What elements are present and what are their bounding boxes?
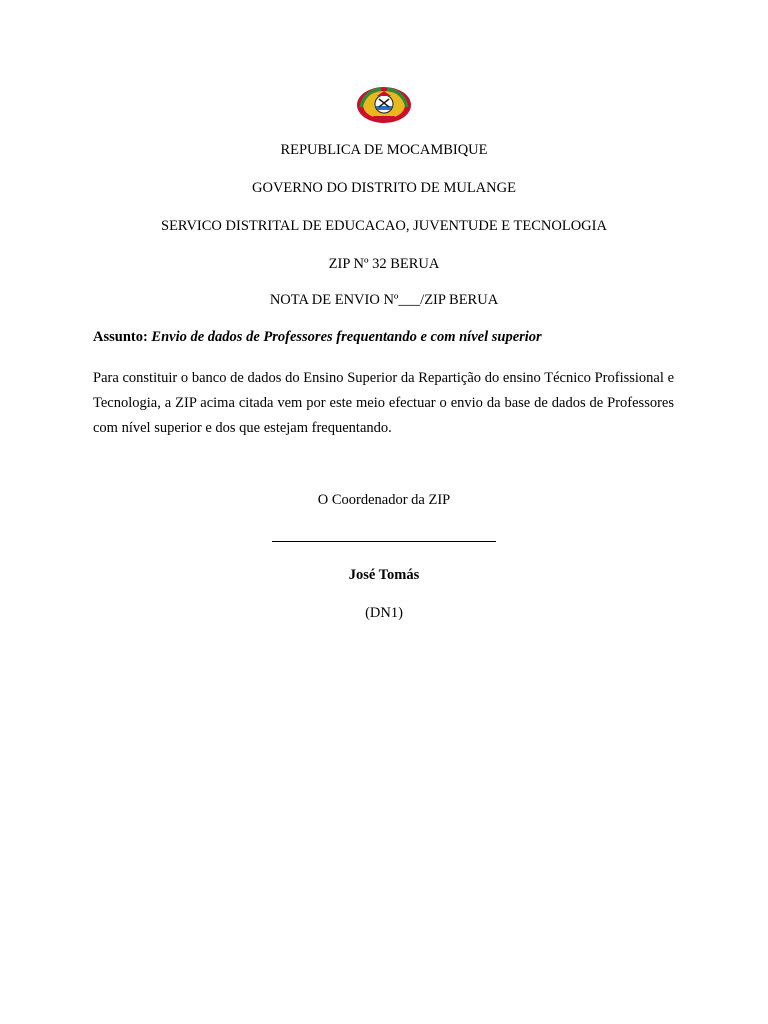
header-service: SERVICO DISTRITAL DE EDUCACAO, JUVENTUDE E TECNOLOGIA xyxy=(161,218,607,234)
header-government: GOVERNO DO DISTRITO DE MULANGE xyxy=(252,180,516,196)
signature-line xyxy=(272,541,496,542)
header-country: REPUBLICA DE MOCAMBIQUE xyxy=(280,142,488,158)
subject-line xyxy=(93,328,683,346)
signatory-code: (DN1) xyxy=(365,605,403,621)
body-paragraph: Para constituir o banco de dados do Ensino Superior da Repartição do ensino Técnico Profissional e Tecnologia, a ZIP acima citada vem por este meio efectuar o envio da base de dados de Professores com nível superior e dos que estejam frequentando. xyxy=(93,370,674,436)
header-zip: ZIP Nº 32 BERUA xyxy=(328,256,440,272)
mozambique-coat-of-arms-icon xyxy=(355,85,413,125)
subject-label: Assunto: xyxy=(93,329,148,345)
document-reference: NOTA DE ENVIO Nº___/ZIP BERUA xyxy=(269,292,499,308)
subject-text: Envio de dados de Professores frequentando e com nível superior xyxy=(151,329,542,345)
signatory-name: José Tomás xyxy=(348,567,420,583)
signatory-role: O Coordenador da ZIP xyxy=(317,492,451,508)
